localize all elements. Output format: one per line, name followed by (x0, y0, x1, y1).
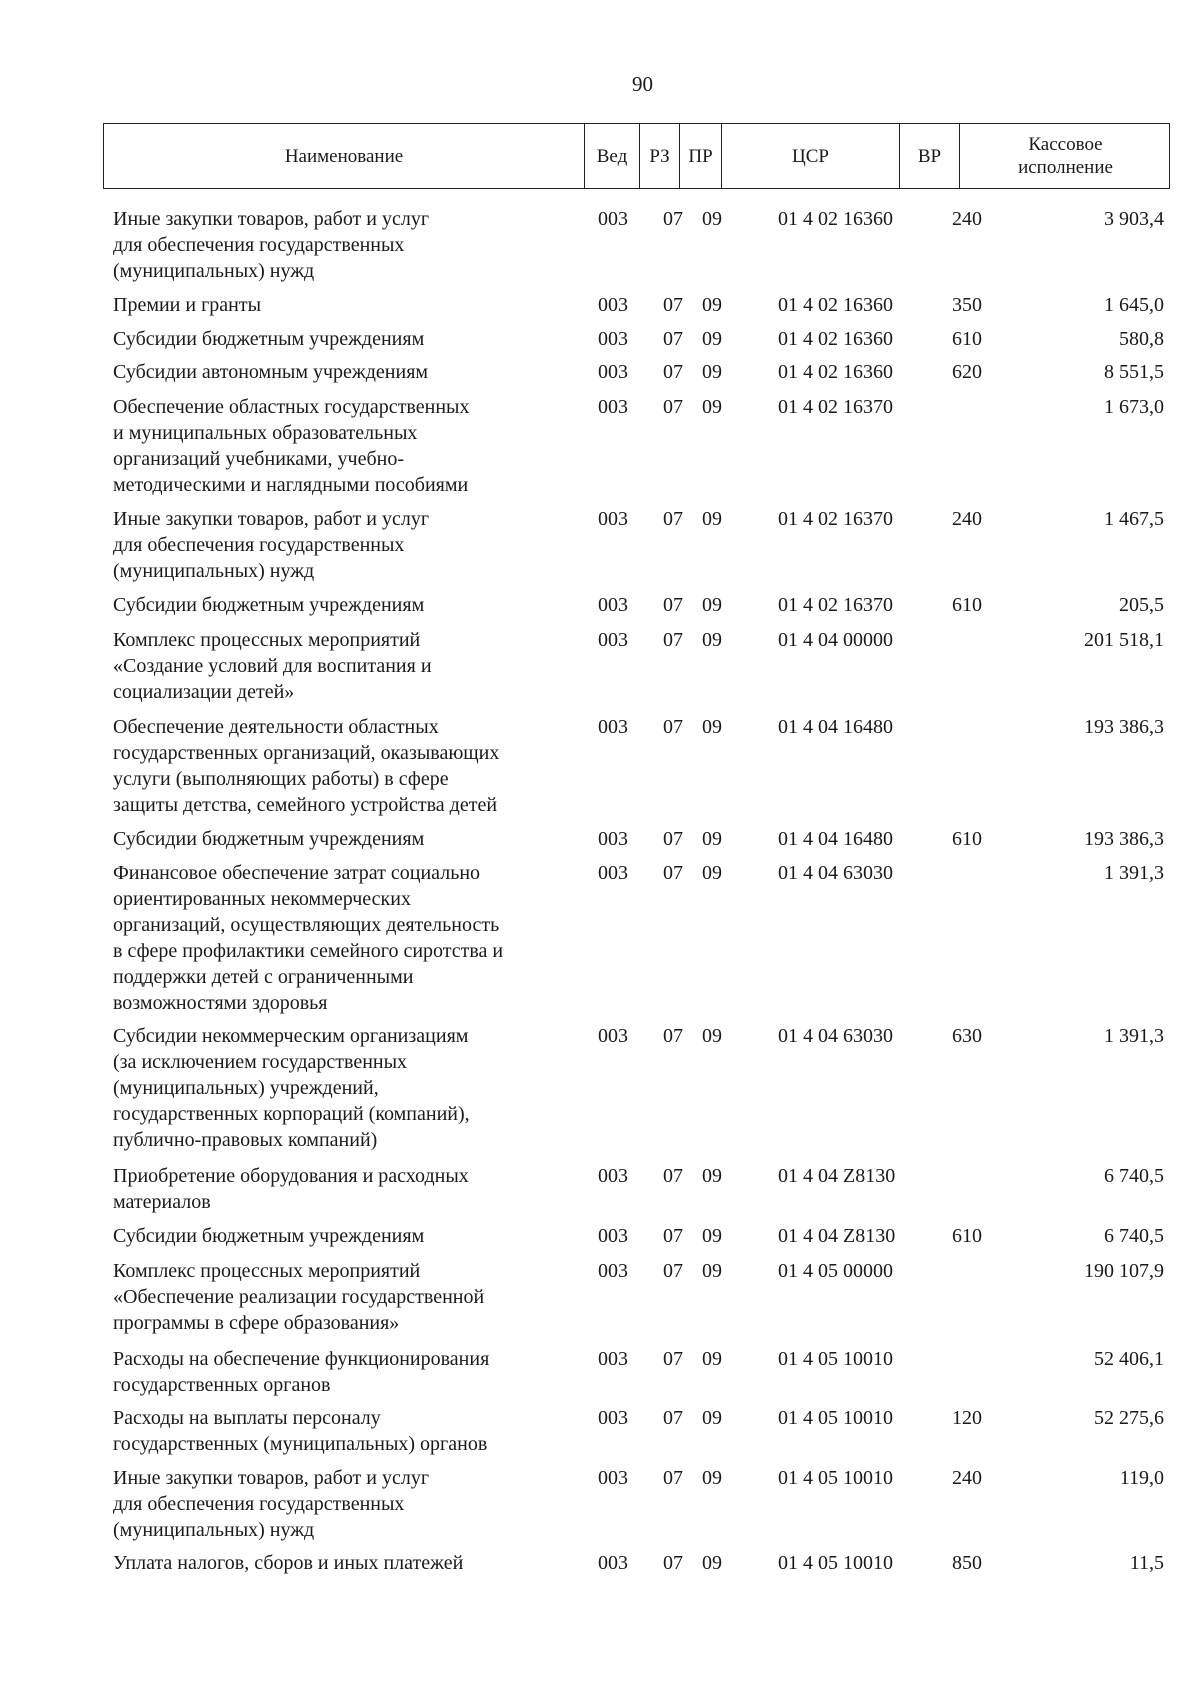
row-name-line: «Обеспечение реализации государственной (113, 1286, 485, 1308)
row-csr: 01 4 05 10010 (778, 1348, 893, 1370)
row-ved: 003 (598, 828, 628, 850)
row-ved: 003 (598, 1552, 628, 1574)
header-amount-line2: исполнение (1018, 157, 1113, 178)
row-vr: 630 (952, 1025, 982, 1047)
row-vr: 610 (952, 328, 982, 350)
row-csr: 01 4 02 16370 (778, 594, 893, 616)
row-vr: 850 (952, 1552, 982, 1574)
row-name (113, 206, 583, 284)
row-rz: 07 (663, 508, 683, 530)
row-pr: 09 (702, 396, 722, 418)
row-pr: 09 (702, 828, 722, 850)
row-pr: 09 (702, 1025, 722, 1047)
row-rz: 07 (663, 1467, 683, 1489)
row-name-line: для обеспечения государственных (113, 1493, 405, 1515)
row-name-line: ориентированных некоммерческих (113, 888, 411, 910)
row-name-line: (муниципальных) нужд (113, 1519, 315, 1541)
row-vr: 240 (952, 208, 982, 230)
row-ved: 003 (598, 1407, 628, 1429)
row-csr: 01 4 02 16370 (778, 396, 893, 418)
row-name-line: Иные закупки товаров, работ и услуг (113, 208, 430, 230)
row-ved: 003 (598, 594, 628, 616)
row-name-line: публично-правовых компаний) (113, 1129, 378, 1151)
row-pr: 09 (702, 1260, 722, 1282)
row-name-line: (муниципальных) нужд (113, 560, 315, 582)
row-name (113, 1223, 583, 1249)
row-csr: 01 4 02 16360 (778, 208, 893, 230)
header-name: Наименование (284, 145, 404, 167)
row-amount: 11,5 (1129, 1552, 1164, 1574)
row-vr: 610 (952, 594, 982, 616)
row-name (113, 592, 583, 618)
row-name-line: Премии и гранты (113, 294, 262, 316)
row-name (113, 292, 583, 318)
row-rz: 07 (663, 1407, 683, 1429)
row-name (113, 326, 583, 352)
row-rz: 07 (663, 328, 683, 350)
row-amount: 201 518,1 (1084, 629, 1164, 651)
row-amount: 52 275,6 (1094, 1407, 1164, 1429)
row-pr: 09 (702, 716, 722, 738)
row-ved: 003 (598, 294, 628, 316)
row-rz: 07 (663, 361, 683, 383)
row-name-line: Субсидии бюджетным учреждениям (113, 1225, 425, 1247)
row-amount: 1 391,3 (1104, 862, 1164, 884)
row-name-line: Расходы на обеспечение функционирования (113, 1348, 490, 1370)
row-ved: 003 (598, 1348, 628, 1370)
row-amount: 52 406,1 (1094, 1348, 1164, 1370)
row-name-line: в сфере профилактики семейного сиротства и (113, 940, 504, 962)
row-name (113, 1550, 583, 1576)
row-name-line: Комплекс процессных мероприятий (113, 629, 421, 651)
row-rz: 07 (663, 208, 683, 230)
row-name-line: Субсидии некоммерческим организациям (113, 1025, 469, 1047)
row-csr: 01 4 05 10010 (778, 1467, 893, 1489)
row-pr: 09 (702, 594, 722, 616)
header-rz: РЗ (639, 124, 679, 188)
row-name-line: методическими и наглядными пособиями (113, 474, 469, 496)
row-pr: 09 (702, 1165, 722, 1187)
row-name (113, 1346, 583, 1398)
row-amount: 1 645,0 (1104, 294, 1164, 316)
row-csr: 01 4 02 16360 (778, 328, 893, 350)
row-vr: 610 (952, 1225, 982, 1247)
row-csr: 01 4 04 00000 (778, 629, 893, 651)
header-amount (959, 124, 1171, 188)
row-name-line: (муниципальных) учреждений, (113, 1077, 379, 1099)
page-number: 90 (632, 72, 653, 96)
row-amount: 3 903,4 (1104, 208, 1164, 230)
row-amount: 190 107,9 (1084, 1260, 1164, 1282)
row-rz: 07 (663, 629, 683, 651)
row-rz: 07 (663, 1165, 683, 1187)
row-rz: 07 (663, 716, 683, 738)
row-ved: 003 (598, 1225, 628, 1247)
header-ved: Вед (584, 124, 639, 188)
row-rz: 07 (663, 294, 683, 316)
row-csr: 01 4 04 Z8130 (778, 1165, 896, 1187)
row-ved: 003 (598, 396, 628, 418)
row-pr: 09 (702, 1407, 722, 1429)
row-ved: 003 (598, 1260, 628, 1282)
row-csr: 01 4 02 16360 (778, 294, 893, 316)
row-vr: 120 (952, 1407, 982, 1429)
row-amount: 193 386,3 (1084, 716, 1164, 738)
row-csr: 01 4 05 00000 (778, 1260, 893, 1282)
row-csr: 01 4 04 63030 (778, 1025, 893, 1047)
row-csr: 01 4 04 Z8130 (778, 1225, 896, 1247)
row-vr: 620 (952, 361, 982, 383)
row-name-line: Финансовое обеспечение затрат социально (113, 862, 481, 884)
row-ved: 003 (598, 508, 628, 530)
row-amount: 1 467,5 (1104, 508, 1164, 530)
row-name-line: организаций учебниками, учебно- (113, 448, 405, 470)
row-name-line: услуги (выполняющих работы) в сфере (113, 768, 449, 790)
row-name-line: Комплекс процессных мероприятий (113, 1260, 421, 1282)
row-name-line: Иные закупки товаров, работ и услуг (113, 1467, 430, 1489)
row-pr: 09 (702, 1552, 722, 1574)
row-rz: 07 (663, 1025, 683, 1047)
row-name (113, 359, 583, 385)
row-name-line: государственных органов (113, 1374, 331, 1396)
row-name-line: Приобретение оборудования и расходных (113, 1165, 469, 1187)
row-csr: 01 4 05 10010 (778, 1552, 893, 1574)
row-name (113, 1405, 583, 1457)
row-pr: 09 (702, 294, 722, 316)
row-name-line: государственных (муниципальных) органов (113, 1433, 488, 1455)
row-name (113, 1163, 583, 1215)
row-name-line: Субсидии бюджетным учреждениям (113, 328, 425, 350)
row-name-line: социализации детей» (113, 681, 295, 703)
row-ved: 003 (598, 716, 628, 738)
row-rz: 07 (663, 594, 683, 616)
row-name-line: Субсидии бюджетным учреждениям (113, 594, 425, 616)
row-name-line: материалов (113, 1191, 211, 1213)
row-amount: 8 551,5 (1104, 361, 1164, 383)
row-name-line: Расходы на выплаты персоналу (113, 1407, 381, 1429)
row-ved: 003 (598, 361, 628, 383)
row-rz: 07 (663, 1348, 683, 1370)
row-ved: 003 (598, 208, 628, 230)
table-header (103, 123, 1170, 189)
row-pr: 09 (702, 328, 722, 350)
row-name-line: программы в сфере образования» (113, 1312, 400, 1334)
row-vr: 350 (952, 294, 982, 316)
row-rz: 07 (663, 396, 683, 418)
row-ved: 003 (598, 629, 628, 651)
row-pr: 09 (702, 1467, 722, 1489)
row-csr: 01 4 05 10010 (778, 1407, 893, 1429)
row-name-line: (за исключением государственных (113, 1051, 408, 1073)
row-amount: 119,0 (1119, 1467, 1164, 1489)
header-pr: ПР (679, 124, 721, 188)
row-pr: 09 (702, 862, 722, 884)
row-pr: 09 (702, 508, 722, 530)
row-name-line: Обеспечение областных государственных (113, 396, 470, 418)
row-name-line: организаций, осуществляющих деятельность (113, 914, 500, 936)
row-csr: 01 4 04 16480 (778, 828, 893, 850)
row-amount: 1 673,0 (1104, 396, 1164, 418)
row-name (113, 860, 583, 1016)
row-name (113, 506, 583, 584)
row-csr: 01 4 04 16480 (778, 716, 893, 738)
row-name (113, 1465, 583, 1543)
header-amount-line1: Кассовое (1028, 134, 1103, 155)
row-pr: 09 (702, 1225, 722, 1247)
row-ved: 003 (598, 328, 628, 350)
row-name-line: Субсидии бюджетным учреждениям (113, 828, 425, 850)
row-amount: 193 386,3 (1084, 828, 1164, 850)
row-pr: 09 (702, 361, 722, 383)
row-name (113, 1023, 583, 1153)
row-name-line: и муниципальных образовательных (113, 422, 418, 444)
row-amount: 1 391,3 (1104, 1025, 1164, 1047)
row-name-line: поддержки детей с ограниченными (113, 966, 414, 988)
row-name (113, 826, 583, 852)
row-rz: 07 (663, 1552, 683, 1574)
row-name-line: государственных организаций, оказывающих (113, 742, 500, 764)
row-amount: 580,8 (1119, 328, 1164, 350)
row-name (113, 1258, 583, 1336)
row-name-line: защиты детства, семейного устройства детей (113, 794, 498, 816)
row-rz: 07 (663, 1260, 683, 1282)
row-ved: 003 (598, 1025, 628, 1047)
row-amount: 205,5 (1119, 594, 1164, 616)
row-amount: 6 740,5 (1104, 1225, 1164, 1247)
row-pr: 09 (702, 629, 722, 651)
row-name (113, 627, 583, 705)
row-rz: 07 (663, 828, 683, 850)
row-name-line: «Создание условий для воспитания и (113, 655, 432, 677)
row-name (113, 714, 583, 818)
row-name-line: Уплата налогов, сборов и иных платежей (113, 1552, 464, 1574)
header-vr: ВР (899, 124, 959, 188)
row-name-line: для обеспечения государственных (113, 234, 405, 256)
row-ved: 003 (598, 862, 628, 884)
row-amount: 6 740,5 (1104, 1165, 1164, 1187)
row-name-line: Иные закупки товаров, работ и услуг (113, 508, 430, 530)
row-name (113, 394, 583, 498)
row-vr: 240 (952, 508, 982, 530)
row-rz: 07 (663, 862, 683, 884)
row-ved: 003 (598, 1467, 628, 1489)
row-ved: 003 (598, 1165, 628, 1187)
row-pr: 09 (702, 1348, 722, 1370)
row-name-line: государственных корпораций (компаний), (113, 1103, 470, 1125)
row-pr: 09 (702, 208, 722, 230)
row-csr: 01 4 02 16370 (778, 508, 893, 530)
row-name-line: (муниципальных) нужд (113, 260, 315, 282)
row-rz: 07 (663, 1225, 683, 1247)
row-name-line: Субсидии автономным учреждениям (113, 361, 429, 383)
row-vr: 240 (952, 1467, 982, 1489)
row-name-line: для обеспечения государственных (113, 534, 405, 556)
row-csr: 01 4 04 63030 (778, 862, 893, 884)
row-csr: 01 4 02 16360 (778, 361, 893, 383)
row-name-line: возможностями здоровья (113, 992, 328, 1014)
header-csr: ЦСР (721, 124, 899, 188)
row-vr: 610 (952, 828, 982, 850)
row-name-line: Обеспечение деятельности областных (113, 716, 439, 738)
